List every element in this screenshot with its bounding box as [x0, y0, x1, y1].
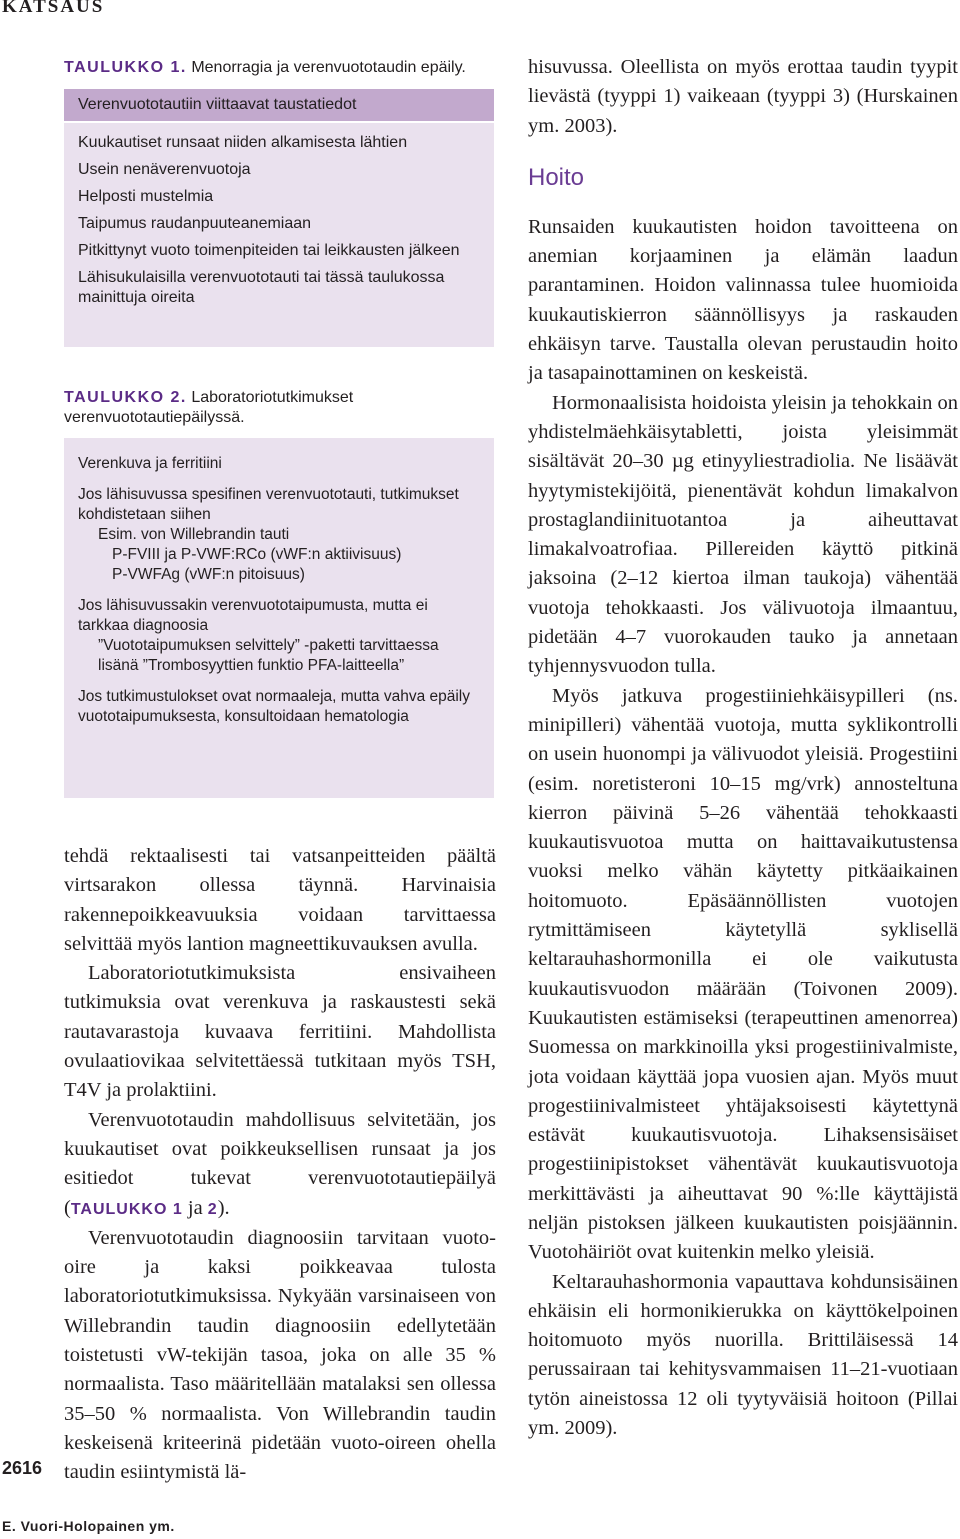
right-column — [528, 53, 958, 1443]
body-paragraph: Myös jatkuva progestiiniehkäisypilleri (ns. minipilleri) vähentää vuotoja, mutta syklikontrolli on usein huonompi ja välivuodot yleisiä. Progestiini (esim. noretisteroni 10–15 mg/vrk) annosteltuna kierron päivinä 5–26 vähentää tehokkaasti kuukautisvuotoa mutta on haittavaikutustensa vuoksi melko vähän käytetty pitkäaikainen hoitomuoto. Epäsäännöllisten vuotojen rytmittämiseen käytetyllä syklisellä keltarauhashormonilla ei ole vaikutusta kuukautisvuodon määrään (Toivonen 2009). Kuukautisten estämiseksi (terapeuttinen amenorrea) Suomessa on markkinoilla yksi progestiinivalmiste, jota voidaan käyttää jopa vuosien ajan. Myös muut progestiinivalmisteet yhtäjaksoisesti käytettynä estävät kuukautisvuotoja. Lihaksensisäiset progestiinipistokset vähentävät kuukautisvuotoja merkittävästi ja aiheuttavat 90 %:lle käyttäjistä neljän pistoksen jälkeen kuukautisten poisjäännin. Vuotohäiriöt ovat kuitenkin melko yleisiä. — [528, 684, 958, 1264]
table2-block: Jos tutkimustulokset ovat normaaleja, mutta vahva epäily vuototaipumuksesta, konsultoidaan hematologia — [78, 688, 470, 725]
table2-caption-text: Laboratoriotutkimukset verenvuototautiepäilyssä. — [64, 389, 354, 426]
table1-caption — [64, 58, 496, 78]
table-reference[interactable]: TAULUKKO 1 — [70, 1200, 183, 1218]
left-column — [64, 842, 496, 1488]
page-number: 2616 — [2, 1458, 43, 1478]
table2-caption — [64, 388, 496, 428]
table-reference[interactable]: 2 — [207, 1200, 218, 1218]
table2-subitem: Esim. von Willebrandin tauti — [98, 526, 290, 543]
table1-caption-text: Menorragia ja verenvuototaudin epäily. — [191, 59, 466, 76]
table2-block: Jos lähisuvussakin verenvuototaipumusta, mutta ei tarkkaa diagnoosia — [78, 597, 428, 634]
table1-row: Taipumus raudanpuuteanemiaan — [78, 215, 312, 232]
table2-label: TAULUKKO 2. — [64, 389, 187, 406]
table1-row: Helposti mustelmia — [78, 188, 214, 205]
body-paragraph: tehdä rektaalisesti tai vatsanpeitteiden päältä virtsarakon ollessa täynnä. Harvinaisia rakennepoikkeavuuksia voidaan tarvittaessa selvittää myös lantion magneettikuvauksen avulla. — [64, 845, 496, 955]
section-label: KATSAUS — [2, 0, 105, 17]
body-paragraph: Verenvuototaudin diagnoosiin tarvitaan vuoto-oire ja kaksi poikkeavaa tulosta laboratoriotutkimuksissa. Nykyään varsinaiseen von Willebrandin taudin diagnoosiin edellytetään toistetusti vW-tekijän tasoa, joka on alle 35 % normaalista. Taso määritellään matalaksi sen ollessa 35–50 % normaalista. Von Willebrandin taudin keskeisenä kriteerinä pidetään vuoto-oireen ohella taudin esiintymistä lä- — [64, 1226, 496, 1484]
footer-author: E. Vuori-Holopainen ym. — [2, 1518, 175, 1534]
table2 — [64, 438, 494, 798]
body-paragraph: Verenvuototaudin mahdollisuus selvitetään, jos kuukautiset ovat poikkeuksellisen runsaat ja jos esitiedot tukevat verenvuototautiepäilyä (TAULUKKO 1 ja 2). — [64, 1108, 496, 1219]
table1 — [64, 89, 494, 347]
body-paragraph: Keltarauhashormonia vapauttava kohdunsisäinen ehkäisin eli hormonikierukka on käyttökelpoinen hoitomuoto myös nuorilla. Brittiläisessä 14 perussairaan tai kehitysvammaisen 11–21-vuotiaan tytön aineistossa 12 oli tyytyväisiä hoitoon (Pillai ym. 2009). — [528, 1270, 958, 1440]
table1-label: TAULUKKO 1. — [64, 59, 187, 76]
body-paragraph: Laboratoriotutkimuksista ensivaiheen tutkimuksia ovat verenkuva ja raskaustesti sekä rautavarastoja kuvaava ferritiini. Mahdollista ovulaatiovikaa selvitettäessä tutkitaan myös TSH, T4V ja prolaktiini. — [64, 962, 496, 1102]
body-paragraph: Hormonaalisista hoidoista yleisin ja tehokkain on yhdistelmäehkäisytabletti, joista yleisimmät sisältävät 20–30 µg etinyyliestradiolia. Ne lisäävät hyytymistekijöitä, pienentävät kohdun limakalvon prostaglandiinituotantoa ja aiheuttavat limakalvoatrofiaa. Pillereiden käyttö pitkinä jaksoina (2–12 kiertoa ilman taukoja) vähentää vuotoja tehokkaasti. Jos välivuotoja ilmaantuu, pidetään 4–7 vuorokauden tauko ja annetaan tyhjennysvuodon tulla. — [528, 391, 958, 678]
table2-block: Verenkuva ja ferritiini — [78, 455, 222, 472]
table2-subitem: ”Vuototaipumuksen selvittely” -paketti tarvittaessa lisänä ”Trombosyyttien funktio PFA-laitteella” — [98, 637, 439, 674]
table1-row: Kuukautiset runsaat niiden alkamisesta lähtien — [78, 134, 408, 151]
table2-subitem: P-VWFAg (vWF:n pitoisuus) — [112, 566, 305, 583]
table1-heading: Verenvuototautiin viittaavat taustatiedot — [64, 89, 494, 123]
table1-row: Pitkittynyt vuoto toimenpiteiden tai leikkausten jälkeen — [78, 242, 460, 259]
body-paragraph: Runsaiden kuukautisten hoidon tavoitteena on anemian korjaaminen ja elämän laadun parantaminen. Hoidon valinnassa tulee huomioida kuukautiskierron säännöllisyys ja raskauden ehkäisyn tarve. Taustalla olevan perustaudin hoito ja tasapainottaminen on keskeistä. — [528, 215, 958, 385]
table2-block: Jos lähisuvussa spesifinen verenvuototauti, tutkimukset kohdistetaan siihen — [78, 486, 459, 523]
body-paragraph: hisuvussa. Oleellista on myös erottaa taudin tyypit lievästä (tyyppi 1) vaikeaan (tyyppi 3) (Hurskainen ym. 2003). — [528, 56, 958, 137]
table1-row: Lähisukulaisilla verenvuototauti tai tässä taulukossa mainittuja oireita — [78, 269, 445, 306]
table1-row: Usein nenäverenvuotoja — [78, 161, 251, 178]
table2-subitem: P-FVIII ja P-VWF:RCo (vWF:n aktiivisuus) — [112, 546, 402, 563]
section-heading: Hoito — [528, 163, 585, 191]
